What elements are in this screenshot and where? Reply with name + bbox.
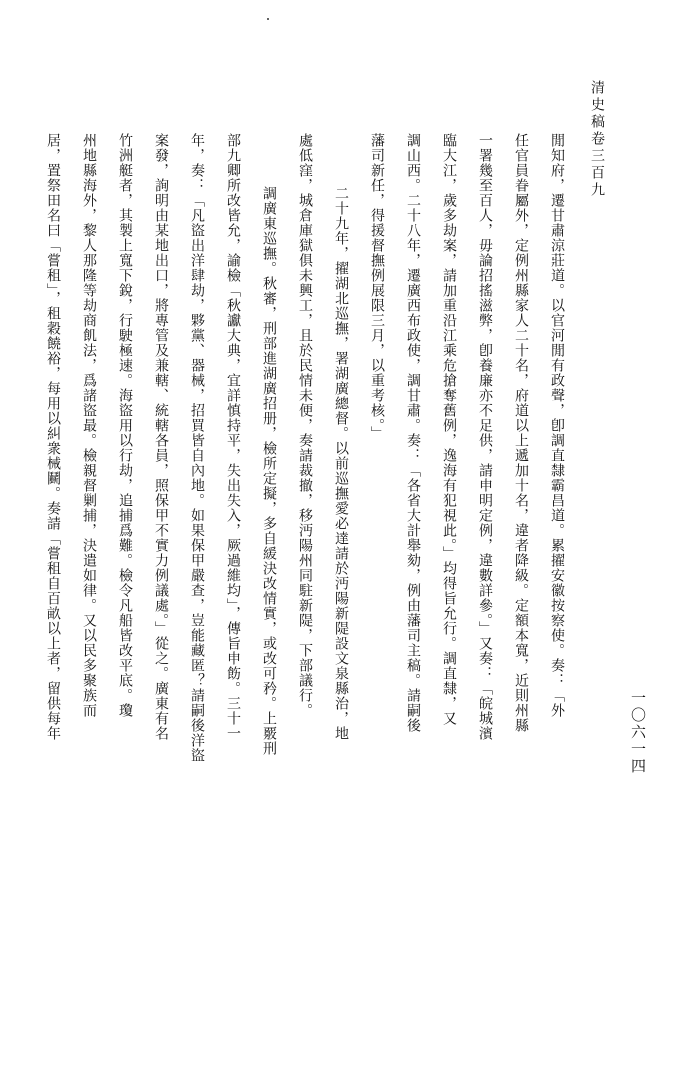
text-column: 案發，詢明由某地出口，將專管及兼轄、統轄各員，照保甲不實力例議處。」從之。廣東有名 xyxy=(153,133,169,741)
text-column: 二十九年，擢湖北巡撫，署湖廣總督。以前巡撫愛必達請於沔陽新隄設文泉縣治，地 xyxy=(333,186,349,741)
text-column: 竹洲艇者，其製上寬下銳，行駛極速。海盜用以行劫，追捕爲難。檢令凡船皆改平底。瓊 xyxy=(117,133,133,718)
page-number: 一〇六一四 xyxy=(629,690,647,775)
text-column: 閒知府，遷甘肅涼莊道。以官河閒有政聲，卽調直隸霸昌道。累擢安徽按察使。奏：「外 xyxy=(549,133,565,718)
text-column: 調山西。二十八年，遷廣西布政使，調甘肅。奏：「各省大計舉劾，例由藩司主稿。請嗣後 xyxy=(405,133,421,733)
text-column: 年，奏：「凡盜出洋肆劫，夥黨、器械，招買皆自內地。如果保甲嚴查，豈能藏匿？請嗣後洋盜 xyxy=(189,133,205,763)
text-column: 部九卿所改皆允，諭檢「秋讞大典，宜詳慎持平，失出失入，厥過維均」，傳旨申飭。三十一 xyxy=(225,133,241,741)
text-column: 處低窪，城倉庫獄俱未興工，且於民情未便，奏請裁撤，移沔陽州同駐新隄，下部議行。 xyxy=(297,133,313,718)
text-column: 一署幾至百人，毋論招搖滋弊，卽養廉亦不足供，請申明定例，違數詳參。」又奏：「皖城濱 xyxy=(477,133,493,741)
text-column: 藩司新任，得援督撫例展限三月，以重考核。」 xyxy=(369,133,385,441)
text-column: 任官員眷屬外，定例州縣家人二十名，府道以上遞加十名，違者降級。定額本寬，近則州縣 xyxy=(513,133,529,733)
text-column: 臨大江，歲多劫案，請加重沿江乘危搶奪舊例，逸海有犯視此。」均得旨允行。調直隸，又 xyxy=(441,133,457,726)
text-column: 調廣東巡撫。秋審，刑部進湖廣招册，檢所定擬，多自緩決改情實，或改可矜。上覈刑 xyxy=(261,186,277,756)
text-column: 州地縣海外，黎人那隆等劫商飢法，爲諸盜最。檢親督剿捕，決遣如律。又以民多聚族而 xyxy=(81,133,97,718)
running-header: 清史稿卷三百九 xyxy=(589,80,605,199)
text-column: 居，置祭田名曰「嘗租」，租穀饒裕，每用以糾衆械鬭。奏請「嘗租自百畝以上者，留供每年 xyxy=(45,133,61,741)
print-speck xyxy=(267,18,269,20)
